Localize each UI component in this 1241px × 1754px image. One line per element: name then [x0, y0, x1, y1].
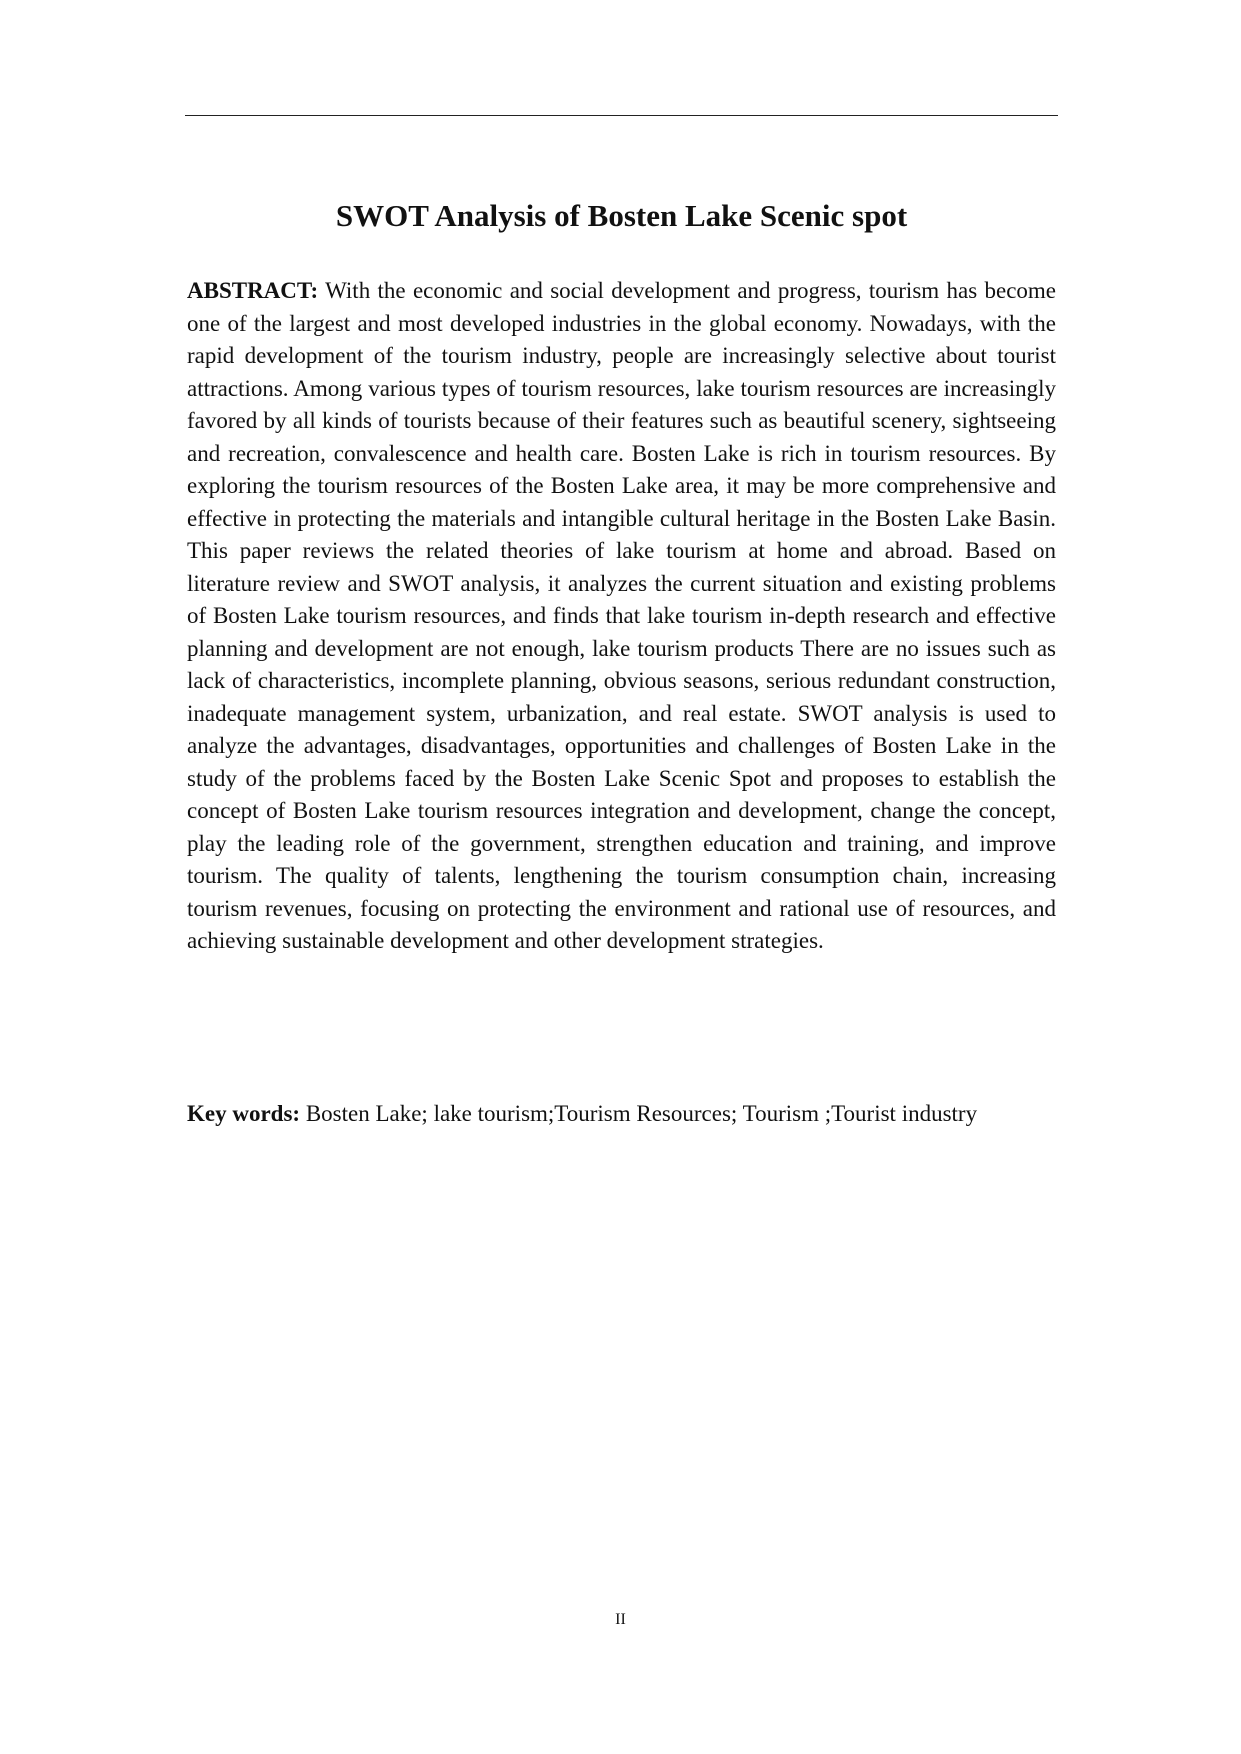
keywords-line: [187, 1098, 1056, 1131]
abstract-paragraph: [187, 275, 1056, 958]
abstract-label: ABSTRACT:: [187, 278, 319, 303]
paper-title: SWOT Analysis of Bosten Lake Scenic spot: [335, 198, 908, 233]
header-rule: [185, 115, 1058, 116]
abstract-text: With the economic and social development and progress, tourism has become one of the largest and most developed industries in the global economy. Nowadays, with the rapid development of the tourism industry, people are increasingly selective about tourist attractions. Among various types of tourism resources, lake tourism resources are increasingly favored by all kinds of tourists because of their features such as beautiful scenery, sightseeing and recreation, convalescence and health care. Bosten Lake is rich in tourism resources. By exploring the tourism resources of the Bosten Lake area, it may be more comprehensive and effective in protecting the materials and intangible cultural heritage in the Bosten Lake Basin. This paper reviews the related theories of lake tourism at home and abroad. Based on literature review and SWOT analysis, it analyzes the current situation and existing problems of Bosten Lake tourism resources, and finds that lake tourism in-depth research and effective planning and development are not enough, lake tourism products There are no issues such as lack of characteristics, incomplete planning, obvious seasons, serious redundant construction, inadequate management system, urbanization, and real estate. SWOT analysis is used to analyze the advantages, disadvantages, opportunities and challenges of Bosten Lake in the study of the problems faced by the Bosten Lake Scenic Spot and proposes to establish the concept of Bosten Lake tourism resources integration and development, change the concept, play the leading role of the government, strengthen education and training, and improve tourism. The quality of talents, lengthening the tourism consumption chain, increasing tourism revenues, focusing on protecting the environment and rational use of resources, and achieving sustainable development and other development strategies.: [187, 278, 1056, 953]
keywords-label: Key words:: [187, 1101, 301, 1126]
keywords-text: Bosten Lake; lake tourism;Tourism Resources; Tourism ;Tourist industry: [300, 1101, 978, 1126]
page-number: II: [615, 1611, 626, 1628]
